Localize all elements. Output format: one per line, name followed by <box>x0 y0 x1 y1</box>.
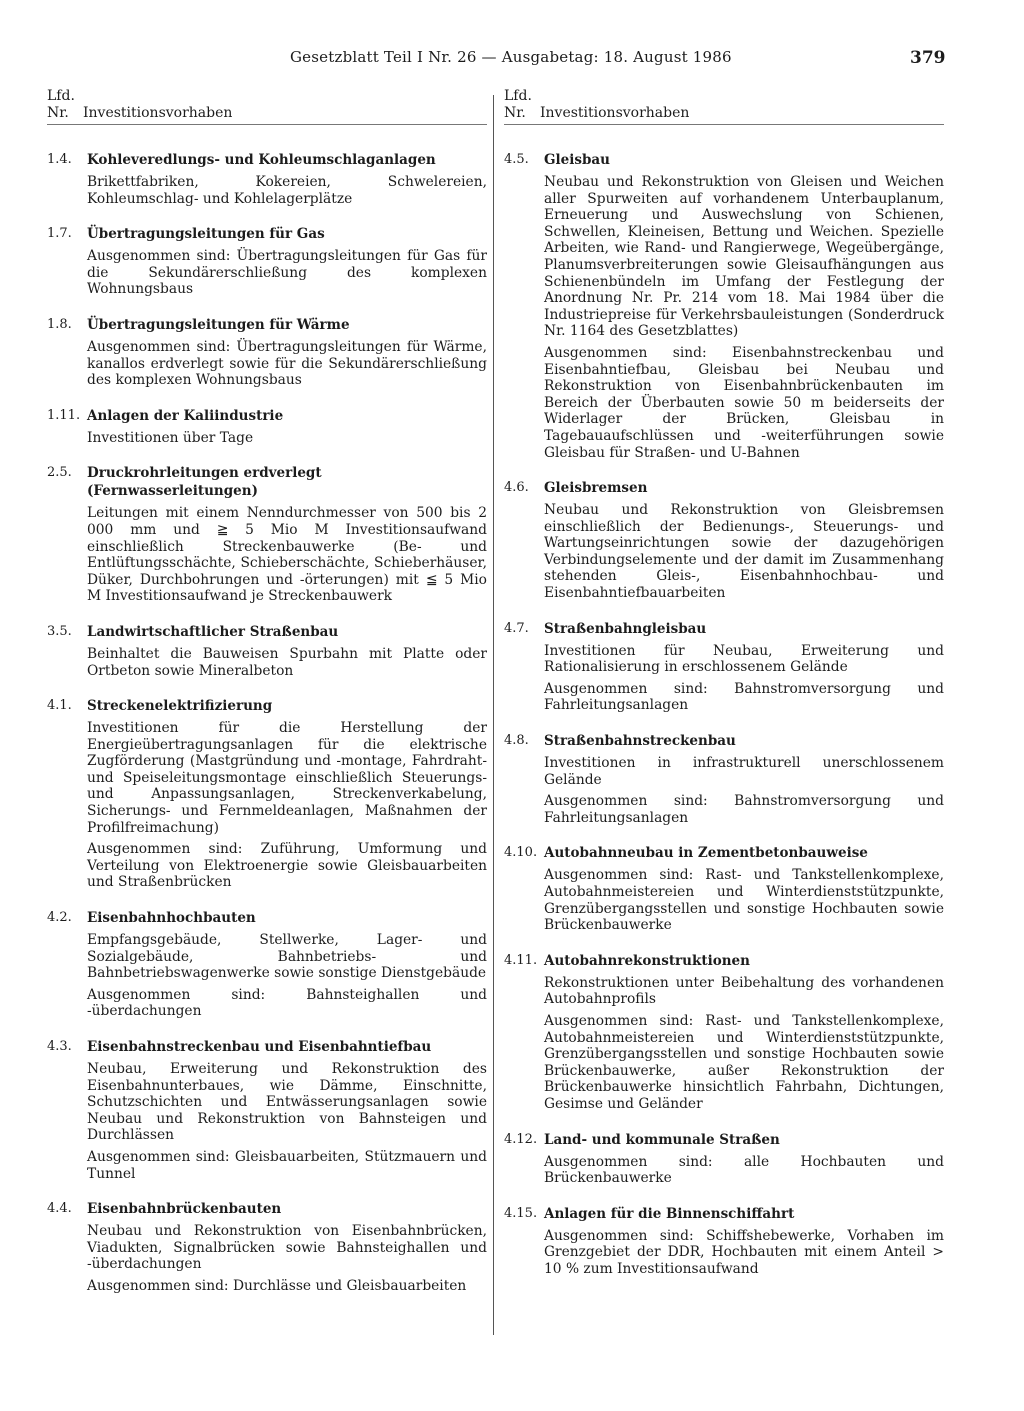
entry-body <box>544 1131 944 1187</box>
list-item <box>504 479 944 602</box>
list-item <box>47 316 487 389</box>
entry-title: Anlagen für die Binnenschiffahrt <box>544 1205 795 1222</box>
entry-paragraph: Beinhaltet die Bauweisen Spurbahn mit Platte oder Ortbeton sowie Mineralbeton <box>87 645 487 679</box>
page-number: 379 <box>910 48 946 68</box>
entry-body <box>87 225 487 298</box>
entry-body <box>544 844 944 933</box>
entry-body <box>544 479 944 602</box>
entry-title: Eisenbahnhochbauten <box>87 910 256 927</box>
entry-number: 4.2. <box>47 910 72 926</box>
entry-number: 4.6. <box>504 480 529 496</box>
column-header <box>47 88 487 125</box>
entry-number: 1.7. <box>47 226 72 242</box>
entry-number: 4.10. <box>504 845 538 861</box>
list-item <box>47 623 487 679</box>
entry-body <box>87 697 487 891</box>
entry-number: 4.8. <box>504 733 529 749</box>
entry-title: Übertragungsleitungen für Wärme <box>87 316 350 333</box>
entry-number: 4.5. <box>504 152 529 167</box>
entry-body <box>544 952 944 1113</box>
entry-paragraph: Investitionen über Tage <box>87 429 254 446</box>
entry-paragraph: Empfangsgebäude, Stellwerke, Lager- und Sozialgebäude, Bahnbetriebs- und Bahnbetriebswagenwerke sowie sonstige Dienstgebäude <box>87 932 487 982</box>
entry-body <box>87 464 487 605</box>
entry-number: 3.5. <box>47 623 72 639</box>
entry-number: 4.15. <box>504 1205 538 1221</box>
entry-paragraph: Ausgenommen sind: alle Hochbauten und Brückenbauwerke <box>544 1153 944 1187</box>
entry-title: Gleisbremsen <box>544 480 648 497</box>
entry-paragraph: Ausgenommen sind: Bahnsteighallen und -überdachungen <box>87 986 487 1020</box>
entry-paragraph: Ausgenommen sind: Bahnstromversorgung und Fahrleitungsanlagen <box>544 680 944 714</box>
column-header-lfd: Lfd. <box>47 88 75 104</box>
list-item <box>504 620 944 714</box>
entry-paragraph: Ausgenommen sind: Gleisbauarbeiten, Stützmauern und Tunnel <box>87 1148 487 1182</box>
entry-number: 4.4. <box>47 1201 72 1217</box>
gazette-title: Gesetzblatt Teil I Nr. 26 — Ausgabetag: 18. August 1986 <box>290 48 732 66</box>
entry-number: 4.3. <box>47 1039 72 1054</box>
list-item <box>47 407 487 447</box>
right-column <box>504 88 944 1296</box>
list-item <box>47 225 487 298</box>
page-header <box>0 44 1024 74</box>
column-header-label: Investitionsvorhaben <box>83 105 233 121</box>
entry-paragraph: Ausgenommen sind: Übertragungsleitungen für Gas für die Sekundärerschließung des komplexen Wohnungsbaus <box>87 248 487 298</box>
entry-number: 1.8. <box>47 316 72 332</box>
entry-title: Kohleveredlungs- und Kohleumschlaganlagen <box>87 152 436 168</box>
entry-paragraph: Neubau, Erweiterung und Rekonstruktion des Eisenbahnunterbaues, wie Dämme, Einschnitte, Schutzschichten und Entwässerungsanlagen sowie Neubau und Rekonstruktion von Bahnsteigen und Durchlässen <box>87 1061 487 1144</box>
list-item <box>504 732 944 826</box>
entry-title: Eisenbahnbrückenbauten <box>87 1201 282 1218</box>
entry-title: Übertragungsleitungen für Gas <box>87 226 325 243</box>
entry-body <box>87 151 487 207</box>
left-column <box>47 88 487 1313</box>
entry-number: 4.11. <box>504 952 538 968</box>
entry-paragraph: Ausgenommen sind: Bahnstromversorgung und Fahrleitungsanlagen <box>544 793 944 826</box>
column-header-label: Investitionsvorhaben <box>540 105 690 121</box>
entry-number: 4.1. <box>47 698 72 714</box>
entry-paragraph: Ausgenommen sind: Durchlässe und Gleisbauarbeiten <box>87 1277 467 1294</box>
entry-title: Land- und kommunale Straßen <box>544 1131 780 1148</box>
entry-title: Gleisbau <box>544 152 610 168</box>
entry-paragraph: Ausgenommen sind: Übertragungsleitungen für Wärme, kanallos erdverlegt sowie für die Sekundärerschließung des komplexen Wohnungsbaus <box>87 338 487 389</box>
entry-body <box>87 1038 487 1182</box>
list-item <box>504 1205 944 1278</box>
entry-title: Autobahnrekonstruktionen <box>544 952 750 969</box>
entry-paragraph: Brikettfabriken, Kokereien, Schwelereien, Kohleumschlag- und Kohlelagerplätze <box>87 174 487 207</box>
entry-body <box>87 407 487 447</box>
entry-paragraph: Rekonstruktionen unter Beibehaltung des vorhandenen Autobahnprofils <box>544 974 944 1008</box>
entry-body <box>544 151 944 461</box>
entry-title: Straßenbahngleisbau <box>544 620 707 637</box>
list-item <box>47 1200 487 1294</box>
entry-title: Druckrohrleitungen erdverlegt (Fernwasserleitungen) <box>87 465 322 500</box>
column-divider <box>493 95 494 1335</box>
list-item <box>47 151 487 207</box>
entry-paragraph: Investitionen in infrastrukturell unerschlossenem Gelände <box>544 755 944 788</box>
entry-body <box>544 732 944 826</box>
entry-paragraph: Ausgenommen sind: Rast- und Tankstellenkomplexe, Autobahnmeistereien und Winterdienststützpunkte, Grenzübergangsstellen und sonstige Hochbauten sowie Brückenbauwerke, außer Rekonstruktion der Brückenbauwerke hinsichtlich Fahrbahn, Dichtungen, Gesimse und Geländer <box>544 1012 944 1112</box>
column-header-nr: Nr. <box>504 105 526 121</box>
list-item <box>47 464 487 605</box>
entry-body <box>87 1200 487 1294</box>
entry-body <box>87 909 487 1020</box>
list-item <box>504 151 944 461</box>
entry-body <box>544 1205 944 1278</box>
list-item <box>47 697 487 891</box>
entry-title: Autobahnneubau in Zementbetonbauweise <box>544 845 868 862</box>
entry-title: Straßenbahnstreckenbau <box>544 733 736 750</box>
entry-paragraph: Neubau und Rekonstruktion von Gleisbremsen einschließlich der Bedienungs-, Steuerungs- und Wartungseinrichtungen sowie der dazugehörigen Verbindungselemente und der damit im Zusammenhang stehenden Gleis-, Eisenbahnhochbau- und Eisenbahntiefbauarbeiten <box>544 502 944 602</box>
entry-number: 2.5. <box>47 465 72 481</box>
entry-paragraph: Ausgenommen sind: Zuführung, Umformung und Verteilung von Elektroenergie sowie Gleisbauarbeiten und Straßenbrücken <box>87 841 487 891</box>
column-header <box>504 88 944 125</box>
entry-body <box>544 620 944 714</box>
list-item <box>504 1131 944 1187</box>
list-item <box>504 844 944 933</box>
entry-number: 4.12. <box>504 1131 538 1147</box>
entry-paragraph: Ausgenommen sind: Rast- und Tankstellenkomplexe, Autobahnmeistereien und Winterdienststützpunkte, Grenzübergangsstellen und sonstige Hochbauten sowie Brückenbauwerke <box>544 867 944 934</box>
entry-paragraph: Neubau und Rekonstruktion von Eisenbahnbrücken, Viadukten, Signalbrücken sowie Bahnsteighallen und -überdachungen <box>87 1223 487 1273</box>
entry-list <box>504 151 944 1278</box>
entry-body <box>87 623 487 679</box>
list-item <box>47 1038 487 1182</box>
entry-paragraph: Investitionen für Neubau, Erweiterung und Rationalisierung in erschlossenem Gelände <box>544 642 944 676</box>
entry-title: Anlagen der Kaliindustrie <box>87 407 284 424</box>
entry-number: 4.7. <box>504 620 529 636</box>
entry-paragraph: Leitungen mit einem Nenndurchmesser von 500 bis 2 000 mm und ≧ 5 Mio M Investitionsaufwand einschließlich Streckenbauwerke (Be- und Entlüftungsschächte, Schieberschächte, Schieberhäuser, Düker, Durchbohrungen und -örterungen) mit ≦ 5 Mio M Investitionsaufwand je Streckenbauwerk <box>87 505 487 605</box>
entry-number: 1.11. <box>47 407 81 423</box>
entry-title: Eisenbahnstreckenbau und Eisenbahntiefbau <box>87 1039 432 1055</box>
column-header-nr: Nr. <box>47 105 69 121</box>
list-item <box>504 952 944 1113</box>
entry-paragraph: Ausgenommen sind: Schiffshebewerke, Vorhaben im Grenzgebiet der DDR, Hochbauten mit einem Anteil > 10 % zum Investitionsaufwand <box>544 1227 944 1277</box>
entry-title: Landwirtschaftlicher Straßenbau <box>87 623 339 640</box>
entry-paragraph: Neubau und Rekonstruktion von Gleisen und Weichen aller Spurweiten auf vorhandenem Unterbauplanum, Erneuerung und Auswechslung von Schienen, Schwellen, Kleineisen, Bettung und Weichen. Spezielle Arbeiten, wie Rand- und Rangierwege, Wegeübergänge, Planumsverbreiterungen sowie Gleisaufhängungen aus Schienenbündeln im Umfang der Festlegung der Anordnung Nr. Pr. 214 vom 18. Mai 1984 über die Industriepreise für Verkehrsbauleistungen (Sonderdruck Nr. 1164 des Gesetzblattes) <box>544 174 944 340</box>
entry-number: 1.4. <box>47 152 72 167</box>
entry-paragraph: Ausgenommen sind: Eisenbahnstreckenbau und Eisenbahntiefbau, Gleisbau bei Neubau und Rekonstruktion von Eisenbahnbrückenbauten im Bereich der Überbauten sowie 50 m beiderseits der Widerlager der Brücken, Gleisbau in Tagebauaufschlüssen und -weiterführungen sowie Gleisbau für Straßen- und U-Bahnen <box>544 344 944 461</box>
column-header-lfd: Lfd. <box>504 88 532 104</box>
entry-body <box>87 316 487 389</box>
entry-list <box>47 151 487 1295</box>
entry-title: Streckenelektrifizierung <box>87 698 273 715</box>
list-item <box>47 909 487 1020</box>
entry-paragraph: Investitionen für die Herstellung der Energieübertragungsanlagen für die elektrische Zugförderung (Mastgründung und -montage, Fahrdraht- und Speiseleitungsmontage einschließlich Steuerungs- und Anpassungsanlagen, Streckenverkabelung, Sicherungs- und Fernmeldeanlagen, Maßnahmen der Profilfreimachung) <box>87 720 487 836</box>
